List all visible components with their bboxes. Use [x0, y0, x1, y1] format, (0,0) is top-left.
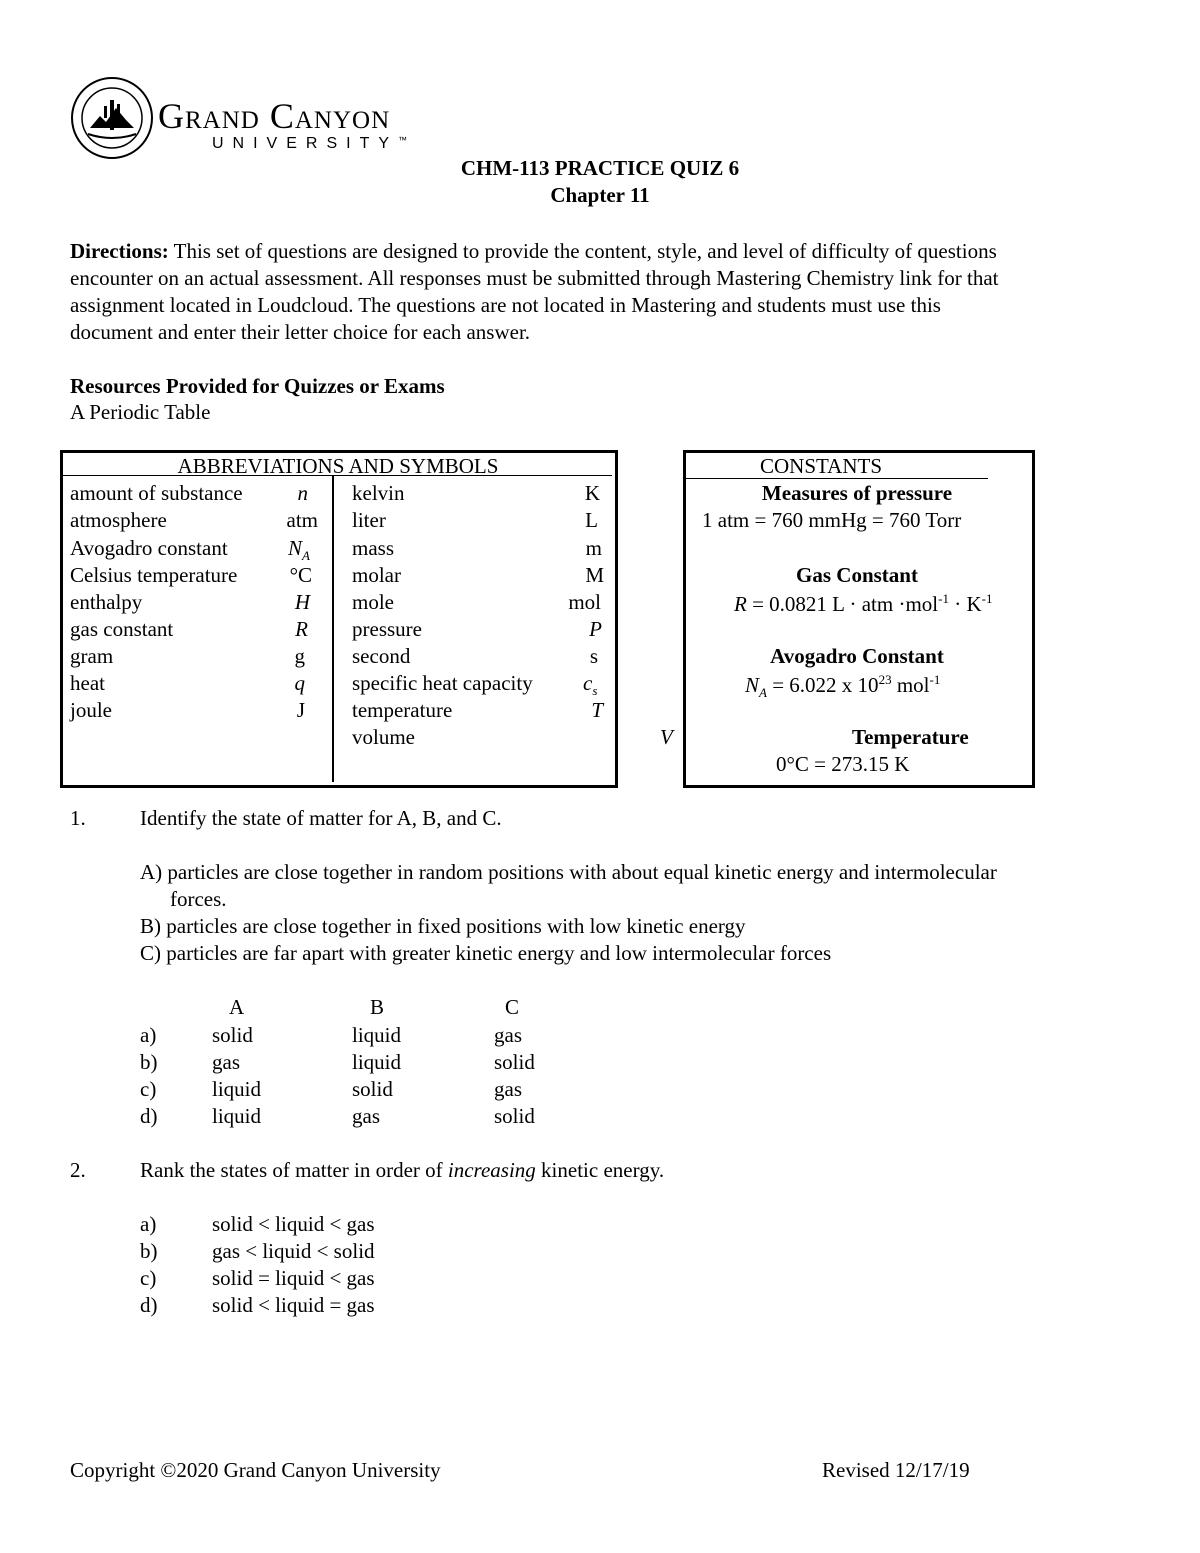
abbr-term: amount of substance: [70, 481, 243, 505]
option-value: liquid: [352, 1050, 402, 1074]
avogadro-unit: mol: [891, 673, 930, 697]
abbr-term: liter: [352, 508, 386, 532]
abbr-symbol-subscript: s: [592, 683, 598, 699]
footer-revised-date: Revised 12/17/19: [822, 1458, 970, 1482]
question-1-statement-a: A) particles are close together in random positions with about equal kinetic energy and intermolecular: [140, 860, 997, 884]
abbr-symbol: s: [589, 644, 598, 668]
constants-header: CONSTANTS: [760, 454, 883, 478]
column-header-b: B: [370, 995, 385, 1019]
abbr-symbol: H: [294, 590, 310, 614]
question-2-text-before: Rank the states of matter in order of: [140, 1158, 448, 1182]
option-value: solid: [494, 1104, 535, 1128]
question-1-number: 1.: [70, 806, 86, 830]
abbr-term: Celsius temperature: [70, 563, 238, 587]
abbr-term: kelvin: [352, 481, 405, 505]
pressure-value: 1 atm = 760 mmHg = 760 Torr: [702, 508, 962, 532]
option-value: gas: [212, 1050, 240, 1074]
directions-label: Directions:: [70, 239, 169, 263]
abbr-symbol: R: [295, 617, 308, 641]
option-value: liquid: [212, 1077, 262, 1101]
gas-constant-exp1: -1: [938, 591, 949, 606]
pressure-title: Measures of pressure: [761, 481, 953, 505]
abbr-term: joule: [70, 698, 112, 722]
option-letter[interactable]: d): [140, 1293, 158, 1317]
gas-constant-number: = 0.0821 L · atm ·mol: [746, 592, 939, 616]
avogadro-exp: 23: [878, 672, 892, 687]
logo-university-text: UNIVERSITY: [212, 135, 399, 152]
abbr-symbol: [583, 673, 597, 697]
abbr-symbol: n: [297, 481, 308, 505]
abbr-symbol: mol: [568, 590, 601, 614]
resources-item: A Periodic Table: [70, 400, 211, 424]
abbr-term: enthalpy: [70, 590, 143, 614]
directions-paragraph: [70, 238, 1130, 346]
option-value: gas: [494, 1077, 522, 1101]
directions-line-1: This set of questions are designed to provide the content, style, and level of difficulty of questions: [168, 239, 997, 263]
option-letter[interactable]: c): [140, 1266, 157, 1290]
page-title: CHM-113 PRACTICE QUIZ 6: [460, 156, 740, 180]
question-2-text-emphasis: increasing: [447, 1158, 536, 1182]
option-value: gas < liquid < solid: [212, 1239, 375, 1263]
question-2-number: 2.: [70, 1158, 86, 1182]
gas-constant-exp2: -1: [981, 591, 993, 606]
abbr-symbol-subscript: A: [302, 548, 310, 564]
option-value: solid: [494, 1050, 535, 1074]
resources-heading: Resources Provided for Quizzes or Exams: [70, 374, 445, 398]
abbr-term: gas constant: [70, 617, 174, 641]
avogadro-exp2: -1: [929, 672, 941, 687]
abbr-term: gram: [70, 644, 114, 668]
abbr-term: pressure: [352, 617, 422, 641]
abbr-symbol-main: N: [288, 536, 303, 560]
question-2-text-after: kinetic energy.: [535, 1158, 665, 1182]
option-letter[interactable]: c): [140, 1077, 157, 1101]
abbr-symbol: V: [660, 725, 673, 749]
abbr-symbol: J: [296, 698, 305, 722]
abbr-term: atmosphere: [70, 508, 167, 532]
option-value: solid < liquid < gas: [212, 1212, 375, 1236]
option-letter[interactable]: b): [140, 1239, 158, 1263]
abbr-symbol: K: [584, 481, 600, 505]
logo-wordmark-grand-canyon: Grand Canyon: [158, 96, 391, 136]
abbr-symbol: °C: [289, 563, 312, 587]
logo-wordmark-university: [212, 136, 407, 152]
abbr-symbol: atm: [286, 508, 318, 532]
gas-constant-unit: · K: [948, 592, 982, 616]
option-value: gas: [352, 1104, 380, 1128]
abbr-term: mole: [352, 590, 394, 614]
abbr-symbol: [288, 538, 310, 562]
option-value: solid = liquid < gas: [212, 1266, 375, 1290]
abbr-term: Avogadro constant: [70, 536, 228, 560]
avogadro-subscript: A: [759, 685, 767, 701]
avogadro-value: [745, 673, 940, 699]
question-1-statement-c: C) particles are far apart with greater kinetic energy and low intermolecular forces: [140, 941, 832, 965]
temperature-value: 0°C = 273.15 K: [776, 752, 910, 776]
abbr-symbol: M: [585, 563, 604, 587]
option-value: liquid: [212, 1104, 262, 1128]
question-1-text: Identify the state of matter for A, B, and C.: [140, 806, 502, 830]
avogadro-title: Avogadro Constant: [770, 644, 944, 668]
option-value: solid < liquid = gas: [212, 1293, 375, 1317]
directions-line-3: assignment located in Loudcloud. The questions are not located in Mastering and students must use this: [70, 293, 941, 317]
abbr-symbol: q: [294, 671, 305, 695]
abbr-symbol: L: [585, 508, 598, 532]
trademark-symbol: ™: [398, 135, 408, 145]
option-value: gas: [494, 1023, 522, 1047]
temperature-title: Temperature: [852, 725, 969, 749]
abbr-term: second: [352, 644, 411, 668]
abbr-symbol: g: [294, 644, 305, 668]
abbr-symbol: P: [589, 617, 602, 641]
avogadro-symbol: N: [745, 673, 760, 697]
abbr-term: heat: [70, 671, 105, 695]
abbr-term: specific heat capacity: [352, 671, 533, 695]
gas-constant-value: [734, 592, 992, 615]
university-seal-logo: [70, 76, 154, 160]
abbr-symbol-main: c: [583, 671, 593, 695]
option-value: solid: [352, 1077, 393, 1101]
footer-copyright: Copyright ©2020 Grand Canyon University: [70, 1458, 441, 1482]
column-header-c: C: [505, 995, 520, 1019]
option-value: liquid: [352, 1023, 402, 1047]
avogadro-number: = 6.022 x 10: [766, 673, 879, 697]
abbr-symbol: T: [591, 698, 603, 722]
directions-line-4: document and enter their letter choice for each answer.: [70, 320, 531, 344]
option-letter[interactable]: a): [140, 1023, 157, 1047]
page-subtitle: Chapter 11: [550, 183, 650, 207]
abbr-term: temperature: [352, 698, 453, 722]
abbr-term: mass: [352, 536, 394, 560]
option-letter[interactable]: b): [140, 1050, 158, 1074]
directions-line-2: encounter on an actual assessment. All responses must be submitted through Mastering Chemistry link for that: [70, 266, 999, 290]
abbr-symbol: m: [585, 536, 602, 560]
option-letter[interactable]: d): [140, 1104, 158, 1128]
column-header-a: A: [229, 995, 245, 1019]
abbr-term: volume: [352, 725, 415, 749]
abbreviations-column-divider: [332, 476, 334, 782]
question-2-text: [140, 1160, 664, 1181]
abbr-term: molar: [352, 563, 401, 587]
abbreviations-header: ABBREVIATIONS AND SYMBOLS: [177, 454, 499, 478]
question-1-statement-a-cont: forces.: [170, 887, 227, 911]
gas-constant-title: Gas Constant: [796, 563, 918, 587]
constants-header-rule: [686, 478, 988, 479]
option-value: solid: [212, 1023, 253, 1047]
question-1-statement-b: B) particles are close together in fixed positions with low kinetic energy: [140, 914, 746, 938]
option-letter[interactable]: a): [140, 1212, 157, 1236]
gas-constant-symbol: R: [734, 592, 747, 616]
